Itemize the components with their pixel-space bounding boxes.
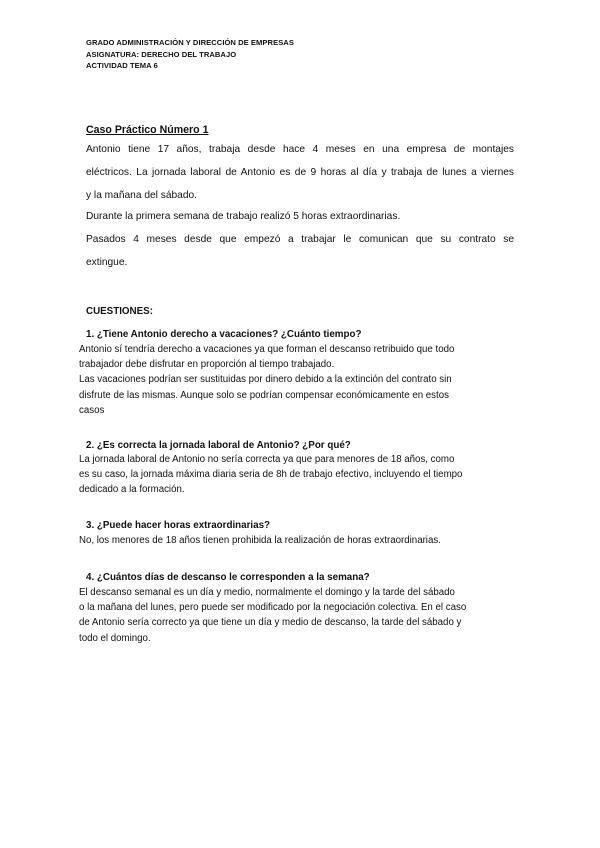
answer-line: casos: [79, 404, 105, 416]
cuestiones-heading: CUESTIONES:: [86, 306, 153, 317]
case-paragraph-line: Antonio tiene 17 años, trabaja desde hace 4 meses en una empresa de montajes: [86, 144, 514, 155]
case-paragraph-line: Pasados 4 meses desde que empezó a trabajar le comunican que su contrato se: [86, 234, 514, 245]
answer-line: Antonio sí tendría derecho a vacaciones ya que forman el descanso retribuido que todo: [79, 344, 455, 355]
header-subject: ASIGNATURA: DERECHO DEL TRABAJO: [86, 49, 237, 59]
case-paragraph-line: extingue.: [86, 257, 128, 268]
answer-line: No, los menores de 18 años tienen prohibida la realización de horas extraordinarias.: [79, 535, 441, 546]
case-paragraph-line: Durante la primera semana de trabajo realizó 5 horas extraordinarias.: [86, 211, 401, 222]
question-answer: [79, 585, 524, 646]
answer-line: todo el domingo.: [79, 632, 151, 644]
answer-line: El descanso semanal es un día y medio, normalmente el domingo y la tarde del sábado: [79, 587, 455, 598]
header-activity: ACTIVIDAD TEMA 6: [86, 61, 158, 70]
answer-line: o la mañana del lunes, pero puede ser modificado por la negociación colectiva. En el caso: [79, 602, 467, 614]
question-title: 2. ¿Es correcta la jornada laboral de Antonio? ¿Por qué?: [86, 440, 351, 451]
answer-line: de Antonio sería correcto ya que tiene un día y medio de descanso, la tarde del sábado y: [79, 617, 462, 629]
question-answer: [79, 452, 524, 498]
question-title: 4. ¿Cuántos días de descanso le corresponden a la semana?: [86, 572, 370, 583]
case-paragraph-line: y la mañana del sábado.: [86, 190, 198, 201]
answer-line: trabajador debe disfrutar en proporción al tiempo trabajado.: [79, 359, 335, 371]
case-paragraph-line: eléctricos. La jornada laboral de Antonio es de 9 horas al día y trabaja de lunes a viernes: [86, 167, 514, 178]
answer-line: Las vacaciones podrían ser sustituidas por dinero debido a la extinción del contrato sin: [79, 374, 452, 386]
question-title: 1. ¿Tiene Antonio derecho a vacaciones? ¿Cuánto tiempo?: [86, 329, 362, 340]
answer-line: dedicado a la formación.: [79, 484, 185, 496]
question-title: 3. ¿Puede hacer horas extraordinarias?: [86, 520, 271, 531]
document-header: [86, 37, 294, 72]
header-degree: GRADO ADMINISTRACIÓN Y DIRECCIÓN DE EMPRESAS: [86, 38, 294, 47]
question-answer: [79, 342, 524, 418]
answer-line: disfrute de las mismas. Aunque solo se podrían compensar económicamente en estos: [79, 389, 449, 401]
answer-line: La jornada laboral de Antonio no sería correcta ya que para menores de 18 años, como: [79, 454, 455, 465]
answer-line: es su caso, la jornada máxima diaria seria de 8h de trabajo efectivo, incluyendo el tiempo: [79, 469, 463, 481]
case-title: Caso Práctico Número 1: [86, 124, 209, 136]
question-answer: [79, 533, 524, 548]
